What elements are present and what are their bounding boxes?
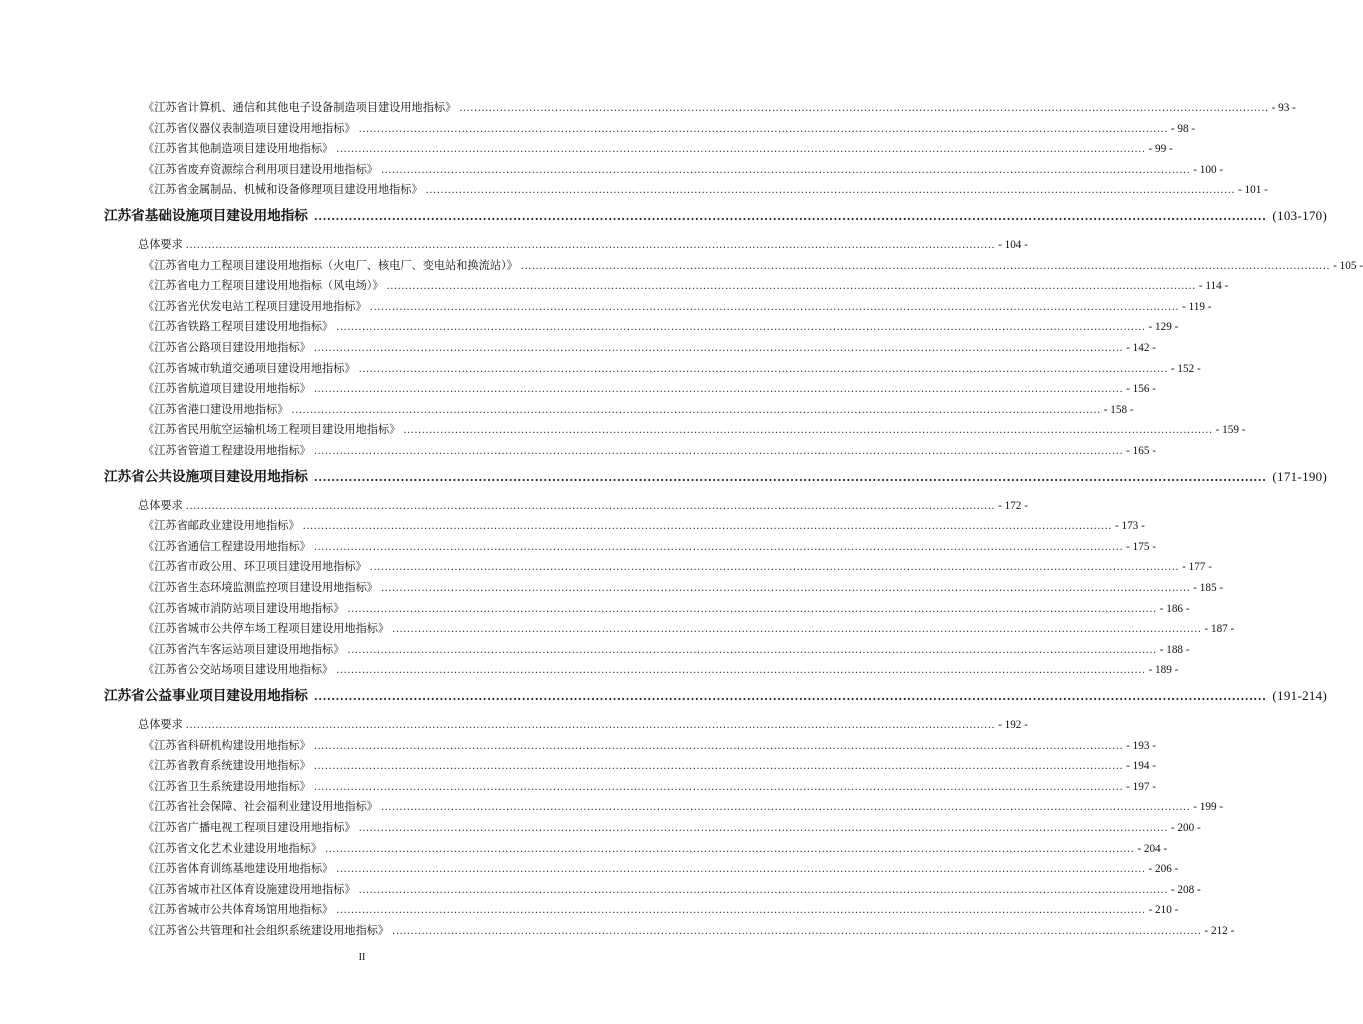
toc-entry-title: 《江苏省科研机构建设用地指标》	[143, 738, 311, 752]
toc-entry[interactable]	[143, 382, 1156, 397]
dot-leader: ............................................................................................................................................................................................................................	[185, 240, 996, 251]
toc-page-number: - 158 -	[1103, 403, 1134, 416]
toc-entry[interactable]	[143, 101, 1296, 116]
dot-leader: ............................................................................................................................................................................................................................	[313, 210, 1267, 223]
toc-entry-title: 《江苏省邮政业建设用地指标》	[143, 519, 300, 533]
dot-leader: ............................................................................................................................................................................................................................	[302, 521, 1112, 533]
toc-page-number: - 177 -	[1182, 561, 1212, 574]
toc-entry[interactable]	[143, 183, 1268, 198]
toc-entry-title: 《江苏省城市社区体育设施建设用地指标》	[143, 882, 356, 896]
dot-leader: ............................................................................................................................................................................................................................	[325, 843, 1135, 855]
toc-entry[interactable]	[143, 738, 1156, 754]
toc-page-number: - 159 -	[1215, 424, 1246, 437]
dot-leader: ............................................................................................................................................................................................................................	[358, 363, 1168, 375]
toc-entry-title: 《江苏省卫生系统建设用地指标》	[143, 779, 311, 793]
dot-leader: ............................................................................................................................................................................................................................	[313, 470, 1267, 484]
toc-page-number: - 210 -	[1148, 904, 1179, 917]
toc-page-number: - 192 -	[998, 719, 1028, 731]
toc-entry-title: 江苏省公共设施项目建设用地指标	[104, 468, 308, 485]
toc-entry[interactable]	[143, 800, 1224, 815]
toc-entry[interactable]	[143, 423, 1246, 438]
dot-leader: ............................................................................................................................................................................................................................	[313, 761, 1124, 773]
toc-entry[interactable]	[143, 539, 1156, 555]
dot-leader: ............................................................................................................................................................................................................................	[313, 343, 1124, 354]
dot-leader: ............................................................................................................................................................................................................................	[336, 905, 1146, 917]
toc-entry[interactable]	[143, 560, 1212, 575]
toc-entry-title: 《江苏省仪器仪表制造项目建设用地指标》	[143, 121, 356, 135]
dot-leader: ............................................................................................................................................................................................................................	[336, 864, 1146, 876]
toc-page-number: - 100 -	[1193, 163, 1224, 176]
toc-entry[interactable]	[143, 642, 1190, 658]
toc-entry[interactable]	[143, 320, 1179, 335]
toc-entry-title: 《江苏省航道项目建设用地指标》	[143, 382, 311, 396]
toc-entry[interactable]	[143, 841, 1168, 857]
toc-entry-title: 《江苏省管道工程建设用地指标》	[143, 444, 311, 457]
toc-entry-title: 《江苏省电力工程项目建设用地指标（风电场）》	[143, 279, 384, 293]
toc-entry-title: 《江苏省公共管理和社会组织系统建设用地指标》	[143, 924, 390, 937]
toc-page-number: - 185 -	[1193, 582, 1224, 594]
toc-page-number: - 208 -	[1170, 883, 1201, 896]
dot-leader: ............................................................................................................................................................................................................................	[520, 260, 1331, 272]
dot-leader: ............................................................................................................................................................................................................................	[313, 384, 1124, 396]
toc-entry[interactable]	[143, 121, 1196, 137]
toc-page-number: - 104 -	[998, 239, 1028, 251]
toc-page-number: - 114 -	[1198, 280, 1229, 293]
dot-leader: ............................................................................................................................................................................................................................	[185, 720, 996, 731]
dot-leader: ............................................................................................................................................................................................................................	[392, 926, 1202, 937]
dot-leader: ............................................................................................................................................................................................................................	[347, 644, 1157, 656]
toc-entry-title: 《江苏省电力工程项目建设用地指标（火电厂、核电厂、变电站和换流站）》	[143, 258, 518, 272]
toc-page-number: - 93 -	[1271, 102, 1296, 114]
toc-entry-title: 《江苏省城市公共停车场工程项目建设用地指标》	[143, 622, 390, 636]
toc-entry-title: 《江苏省废弃资源综合利用项目建设用地指标》	[143, 162, 378, 176]
dot-leader: ............................................................................................................................................................................................................................	[369, 562, 1180, 574]
dot-leader: ............................................................................................................................................................................................................................	[313, 541, 1124, 553]
toc-section-heading[interactable]	[104, 468, 1328, 486]
toc-entry-title: 《江苏省其他制造项目建设用地指标》	[143, 142, 334, 156]
toc-entry[interactable]	[143, 402, 1134, 418]
toc-entry[interactable]	[143, 299, 1212, 315]
toc-page-number: - 193 -	[1126, 739, 1156, 752]
dot-leader: ............................................................................................................................................................................................................................	[380, 583, 1191, 594]
toc-entry[interactable]	[143, 924, 1235, 939]
toc-entry-title: 《江苏省城市轨道交通项目建设用地指标》	[143, 361, 356, 375]
toc-page-number: - 212 -	[1204, 925, 1235, 937]
toc-entry-title: 总体要求	[138, 238, 183, 251]
toc-entry[interactable]	[143, 663, 1179, 678]
dot-leader: ............................................................................................................................................................................................................................	[403, 425, 1213, 437]
toc-entry[interactable]	[143, 258, 1363, 274]
dot-leader: ............................................................................................................................................................................................................................	[358, 123, 1168, 135]
toc-entry-title: 《江苏省公路项目建设用地指标》	[143, 341, 311, 354]
toc-page-number: - 199 -	[1193, 801, 1224, 814]
toc-entry[interactable]	[143, 601, 1190, 617]
dot-leader: ............................................................................................................................................................................................................................	[358, 884, 1168, 896]
toc-page-number: - 129 -	[1148, 321, 1179, 334]
toc-general-requirements[interactable]	[138, 718, 1028, 733]
toc-entry-title: 《江苏省市政公用、环卫项目建设用地指标》	[143, 560, 367, 574]
toc-entry[interactable]	[143, 581, 1224, 596]
toc-entry-title: 《江苏省铁路工程项目建设用地指标》	[143, 320, 334, 334]
toc-section-heading[interactable]	[104, 687, 1328, 705]
dot-leader: ............................................................................................................................................................................................................................	[313, 740, 1124, 752]
toc-page-number: - 194 -	[1126, 760, 1156, 773]
toc-entry-title: 《江苏省教育系统建设用地指标》	[143, 759, 311, 773]
toc-entry-title: 江苏省基础设施项目建设用地指标	[104, 208, 308, 224]
dot-leader: ............................................................................................................................................................................................................................	[392, 624, 1202, 636]
toc-page-number: - 204 -	[1137, 842, 1168, 855]
dot-leader: ............................................................................................................................................................................................................................	[313, 781, 1124, 793]
toc-page-number: - 172 -	[998, 499, 1028, 512]
dot-leader: ............................................................................................................................................................................................................................	[313, 690, 1267, 703]
page-number: II	[358, 952, 366, 963]
dot-leader: ............................................................................................................................................................................................................................	[358, 823, 1168, 834]
toc-entry[interactable]	[143, 361, 1201, 377]
toc-entry[interactable]	[143, 444, 1156, 459]
toc-page-number: - 197 -	[1126, 780, 1156, 793]
toc-entry-title: 《江苏省港口建设用地指标》	[143, 402, 289, 416]
toc-page-number: (191-214)	[1272, 688, 1328, 703]
toc-entry-title: 《江苏省金属制品、机械和设备修理项目建设用地指标》	[143, 183, 423, 197]
dot-leader: ............................................................................................................................................................................................................................	[425, 185, 1236, 197]
dot-leader: ............................................................................................................................................................................................................................	[185, 500, 996, 512]
toc-entry[interactable]	[143, 622, 1235, 637]
toc-page-number: - 188 -	[1159, 643, 1190, 656]
dot-leader: ............................................................................................................................................................................................................................	[313, 446, 1124, 457]
toc-entry[interactable]	[143, 759, 1156, 774]
toc-entry-title: 《江苏省文化艺术业建设用地指标》	[143, 841, 323, 855]
toc-entry-title: 《江苏省通信工程建设用地指标》	[143, 539, 311, 553]
toc-page-number: (171-190)	[1272, 468, 1328, 484]
toc-entry-title: 江苏省公益事业项目建设用地指标	[104, 688, 308, 704]
toc-page-number: - 189 -	[1148, 664, 1179, 677]
toc-page-number: - 165 -	[1126, 445, 1156, 457]
dot-leader: ............................................................................................................................................................................................................................	[336, 665, 1146, 677]
toc-page-number: - 156 -	[1126, 383, 1156, 396]
toc-entry-title: 《江苏省体育训练基地建设用地指标》	[143, 862, 334, 876]
toc-entry-title: 《江苏省光伏发电站工程项目建设用地指标》	[143, 299, 367, 313]
toc-section-heading[interactable]	[104, 207, 1328, 225]
dot-leader: ............................................................................................................................................................................................................................	[347, 603, 1157, 615]
toc-entry-title: 《江苏省计算机、通信和其他电子设备制造项目建设用地指标》	[143, 101, 457, 114]
dot-leader: ............................................................................................................................................................................................................................	[336, 144, 1146, 156]
toc-entry[interactable]	[143, 821, 1201, 836]
toc-entry[interactable]	[143, 903, 1179, 918]
toc-entry-title: 《江苏省民用航空运输机场工程项目建设用地指标》	[143, 423, 401, 437]
toc-entry-title: 《江苏省汽车客运站项目建设用地指标》	[143, 642, 345, 656]
toc-page-number: - 98 -	[1170, 122, 1196, 135]
toc-page-number: - 119 -	[1182, 300, 1212, 313]
toc-entry-title: 《江苏省城市公共体育场馆用地指标》	[143, 903, 334, 917]
toc-entry[interactable]	[143, 162, 1224, 178]
toc-page-number: - 186 -	[1159, 602, 1190, 615]
dot-leader: ............................................................................................................................................................................................................................	[380, 802, 1191, 814]
toc-page-number: - 175 -	[1126, 540, 1156, 553]
toc-entry[interactable]	[143, 779, 1156, 795]
toc-page-number: - 105 -	[1333, 259, 1363, 272]
toc-entry-title: 《江苏省广播电视工程项目建设用地指标》	[143, 821, 356, 834]
dot-leader: ............................................................................................................................................................................................................................	[386, 281, 1196, 293]
toc-entry[interactable]	[143, 341, 1156, 356]
toc-page-number: - 206 -	[1148, 863, 1179, 876]
toc-entry-title: 总体要求	[138, 498, 183, 512]
toc-general-requirements[interactable]	[138, 498, 1028, 514]
toc-entry[interactable]	[143, 279, 1229, 294]
toc-entry[interactable]	[143, 519, 1145, 534]
dot-leader: ............................................................................................................................................................................................................................	[369, 301, 1180, 313]
dot-leader: ............................................................................................................................................................................................................................	[336, 322, 1146, 334]
toc-page-number: - 187 -	[1204, 623, 1235, 636]
toc-entry[interactable]	[143, 882, 1201, 898]
toc-entry-title: 《江苏省生态环境监测监控项目建设用地指标》	[143, 581, 378, 594]
toc-page-number: - 200 -	[1170, 822, 1201, 834]
toc-page-number: - 101 -	[1238, 184, 1268, 197]
toc-entry[interactable]	[143, 142, 1173, 157]
toc-page-number: - 152 -	[1170, 362, 1201, 375]
toc-page-number: (103-170)	[1272, 208, 1328, 223]
dot-leader: ............................................................................................................................................................................................................................	[291, 404, 1101, 416]
toc-entry-title: 《江苏省社会保障、社会福利业建设用地指标》	[143, 800, 378, 814]
toc-general-requirements[interactable]	[138, 238, 1028, 253]
toc-entry[interactable]	[143, 862, 1179, 877]
toc-entry-title: 总体要求	[138, 718, 183, 731]
toc-entry-title: 《江苏省城市消防站项目建设用地指标》	[143, 601, 345, 615]
dot-leader: ............................................................................................................................................................................................................................	[459, 103, 1269, 114]
toc-page-number: - 173 -	[1114, 520, 1145, 533]
dot-leader: ............................................................................................................................................................................................................................	[380, 164, 1191, 176]
toc-entry-title: 《江苏省公交站场项目建设用地指标》	[143, 663, 334, 677]
toc-page-number: - 99 -	[1148, 143, 1173, 156]
toc-page-number: - 142 -	[1126, 342, 1156, 354]
